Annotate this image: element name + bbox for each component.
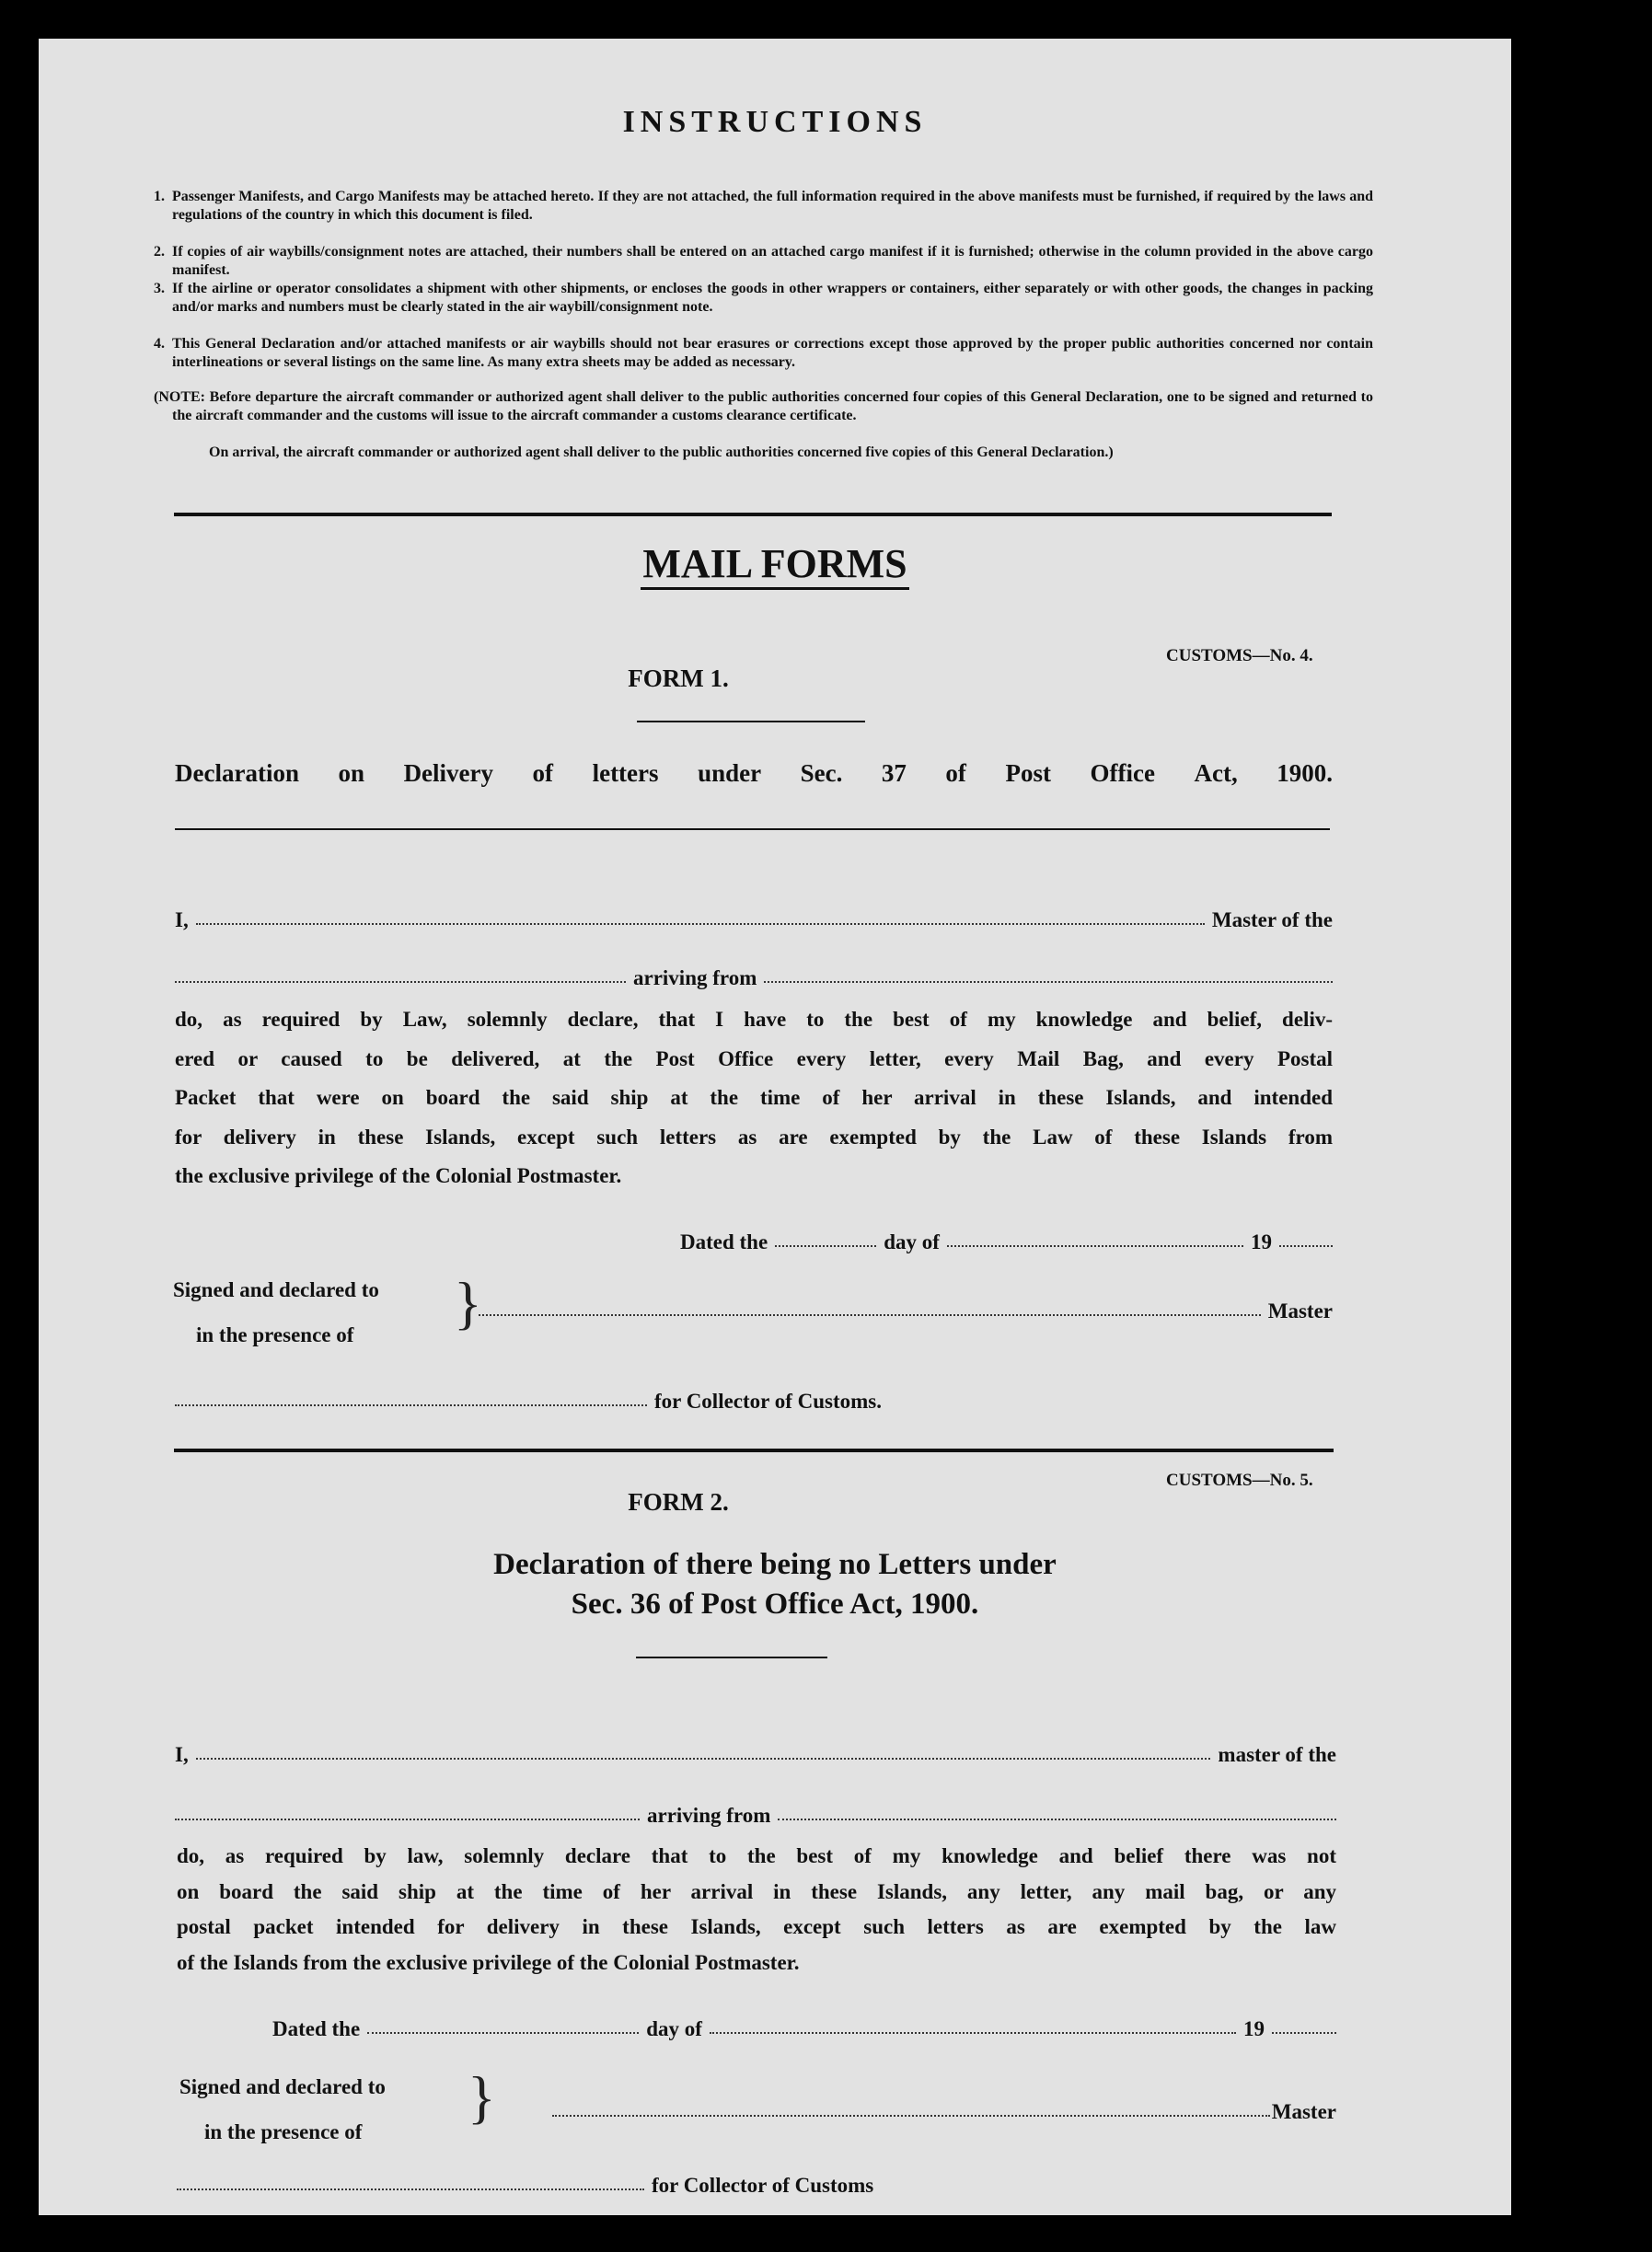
form2-month-field[interactable] — [710, 2032, 1236, 2034]
instruction-number: 2. — [154, 244, 165, 260]
form1-title: FORM 1. — [628, 664, 729, 692]
form1-master-signature-field[interactable] — [479, 1314, 1261, 1316]
form1-collector-line — [175, 1390, 1003, 1414]
instruction-number: 1. — [154, 189, 165, 204]
form2-heading-2: Sec. 36 of Post Office Act, 1900. — [571, 1588, 979, 1621]
form2-master-signature-field[interactable] — [552, 2115, 1270, 2117]
form2-body — [177, 1839, 1336, 1981]
form1-declaration-word: Delivery — [403, 759, 494, 787]
form2-heading-underline — [636, 1657, 827, 1658]
form2-title: FORM 2. — [628, 1488, 729, 1516]
instruction-number: 4. — [154, 336, 165, 352]
form1-dated-line — [680, 1230, 1333, 1254]
form2-day-field[interactable] — [367, 2032, 639, 2034]
form1-declaration-word: Act, — [1194, 759, 1238, 787]
form1-master-of-the-label: Master of the — [1211, 908, 1333, 931]
instruction-text: If the airline or operator consolidates a shipment with other shipments, or encloses the goods in other wrappers or containers, either separately or with other goods, the changes in packing and/or marks and numbers must be clearly stated in the air waybill/consignment note. — [172, 281, 1373, 315]
instruction-number: 3. — [154, 281, 165, 296]
form1-declaration-title — [175, 759, 1333, 788]
form1-body-line: Packet that were on board the said ship at the time of her arrival in these Islands, and intended — [175, 1086, 1333, 1109]
form1-brace: } — [454, 1270, 482, 1335]
instruction-note-text: (NOTE: Before departure the aircraft commander or authorized agent shall deliver to the public authorities concerned four copies of this General Declaration, one to be signed and returned to the aircraft commander and the customs will issue to the aircraft commander a customs clearance certificate. — [154, 389, 1373, 423]
form2-body-line: postal packet intended for delivery in these Islands, except such letters as are exempted by the law — [177, 1915, 1336, 1938]
form1-year-field[interactable] — [1279, 1245, 1333, 1247]
section-divider — [174, 513, 1332, 516]
form1-master-line — [175, 908, 1333, 932]
form1-arriving-from-field[interactable] — [764, 981, 1333, 983]
form2-brace: } — [468, 2064, 496, 2130]
form1-collector-label: for Collector of Customs. — [654, 1390, 882, 1413]
form1-signed-label-1: Signed and declared to — [173, 1278, 379, 1301]
instruction-note — [154, 388, 1373, 425]
form1-master-signature-line — [479, 1299, 1333, 1323]
form1-declaration-word: Office — [1090, 759, 1155, 787]
form2-master-signature-line — [552, 2100, 1336, 2124]
form1-day-of-label: day of — [884, 1230, 940, 1253]
instruction-text: Passenger Manifests, and Cargo Manifests may be attached hereto. If they are not attached, the full information required in the above manifests must be furnished, if required by the laws and regulations of the country in which this document is filed. — [172, 189, 1373, 223]
form1-declaration-word: on — [338, 759, 365, 787]
form1-declaration-word: of — [532, 759, 554, 787]
form1-body — [175, 1000, 1333, 1196]
form2-body-line: on board the said ship at the time of her arrival in these Islands, any letter, any mail bag, or any — [177, 1879, 1336, 1903]
form1-body-line: for delivery in these Islands, except such letters as are exempted by the Law of these Islands from — [175, 1125, 1333, 1149]
instruction-text: This General Declaration and/or attached manifests or air waybills should not bear erasures or corrections except those approved by the proper public authorities concerned nor contain interlineations or several listings on the same line. As many extra sheets may be added as necessary. — [172, 336, 1373, 370]
instruction-item-3 — [154, 280, 1373, 317]
form1-body-line: the exclusive privilege of the Colonial Postmaster. — [175, 1164, 622, 1187]
form1-day-field[interactable] — [775, 1245, 876, 1247]
form2-i-label: I, — [175, 1743, 189, 1766]
form2-master-of-the-label: master of the — [1218, 1743, 1336, 1766]
form2-year-field[interactable] — [1272, 2032, 1336, 2034]
form2-signed-label-2: in the presence of — [204, 2120, 363, 2143]
form2-master-label: Master — [1271, 2100, 1336, 2123]
instruction-note-2 — [172, 444, 1373, 462]
form1-arriving-from-label: arriving from — [633, 966, 757, 989]
form1-declaration-underline — [175, 828, 1330, 830]
instruction-note-2-text: On arrival, the aircraft commander or authorized agent shall deliver to the public authorities concerned five copies of this General Declaration.) — [209, 445, 1114, 460]
form2-body-line: do, as required by law, solemnly declare that to the best of my knowledge and belief there was not — [177, 1844, 1336, 1867]
form2-arriving-from-label: arriving from — [647, 1804, 771, 1827]
form2-heading-1: Declaration of there being no Letters under — [493, 1548, 1057, 1581]
form1-master-label: Master — [1267, 1299, 1333, 1322]
form1-declaration-word: under — [698, 759, 762, 787]
form1-body-line: do, as required by Law, solemnly declare, that I have to the best of my knowledge and belief, deliv- — [175, 1008, 1333, 1031]
form1-month-field[interactable] — [947, 1245, 1243, 1247]
form2-master-line — [175, 1743, 1336, 1767]
form1-declaration-word: Declaration — [175, 759, 299, 787]
instruction-item-4 — [154, 335, 1373, 372]
form2-name-field[interactable] — [196, 1758, 1211, 1760]
form1-name-field[interactable] — [196, 923, 1205, 925]
mail-forms-title — [39, 540, 1511, 587]
form1-declaration-word: of — [945, 759, 966, 787]
form2-customs-number: CUSTOMS—No. 5. — [1166, 1471, 1313, 1490]
form1-signed-label-2: in the presence of — [196, 1323, 354, 1346]
instruction-item-1 — [154, 188, 1373, 225]
form2-arriving-line — [175, 1804, 1336, 1828]
mail-forms-title-text: MAIL FORMS — [641, 541, 908, 590]
form2-collector-label: for Collector of Customs — [652, 2174, 874, 2197]
form2-dated-the-label: Dated the — [272, 2017, 361, 2040]
form1-arriving-line — [175, 966, 1333, 990]
instructions-heading: INSTRUCTIONS — [622, 105, 928, 139]
form1-year-label: 19 — [1251, 1230, 1272, 1253]
form1-i-label: I, — [175, 908, 189, 931]
form1-title-underline — [637, 721, 865, 722]
form2-arriving-from-field[interactable] — [778, 1819, 1336, 1820]
form2-ship-name-field[interactable] — [175, 1819, 640, 1820]
form2-body-line: of the Islands from the exclusive privilege of the Colonial Postmaster. — [177, 1950, 800, 1974]
form1-dated-the-label: Dated the — [680, 1230, 768, 1253]
form2-year-label: 19 — [1243, 2017, 1265, 2040]
form1-declaration-word: 1900. — [1277, 759, 1333, 787]
form2-collector-line — [177, 2174, 1005, 2198]
form1-declaration-word: Sec. — [800, 759, 843, 787]
instruction-item-2 — [154, 243, 1373, 280]
form2-day-of-label: day of — [646, 2017, 702, 2040]
form2-collector-signature-field[interactable] — [177, 2188, 644, 2190]
form1-customs-number: CUSTOMS—No. 4. — [1166, 646, 1313, 665]
instruction-text: If copies of air waybills/consignment notes are attached, their numbers shall be entered on an attached cargo manifest if it is furnished; otherwise in the column provided in the above cargo manifest. — [172, 244, 1373, 278]
forms-divider — [174, 1449, 1334, 1452]
form2-dated-line — [272, 2017, 1336, 2041]
form1-body-line: ered or caused to be delivered, at the Post Office every letter, every Mail Bag, and every Postal — [175, 1046, 1333, 1070]
form1-collector-signature-field[interactable] — [175, 1404, 647, 1406]
form1-declaration-word: Post — [1005, 759, 1051, 787]
form1-declaration-word: letters — [592, 759, 659, 787]
form1-ship-name-field[interactable] — [175, 981, 626, 983]
form2-signed-label-1: Signed and declared to — [179, 2075, 386, 2098]
form1-declaration-word: 37 — [881, 759, 907, 787]
document-page — [39, 39, 1511, 2215]
